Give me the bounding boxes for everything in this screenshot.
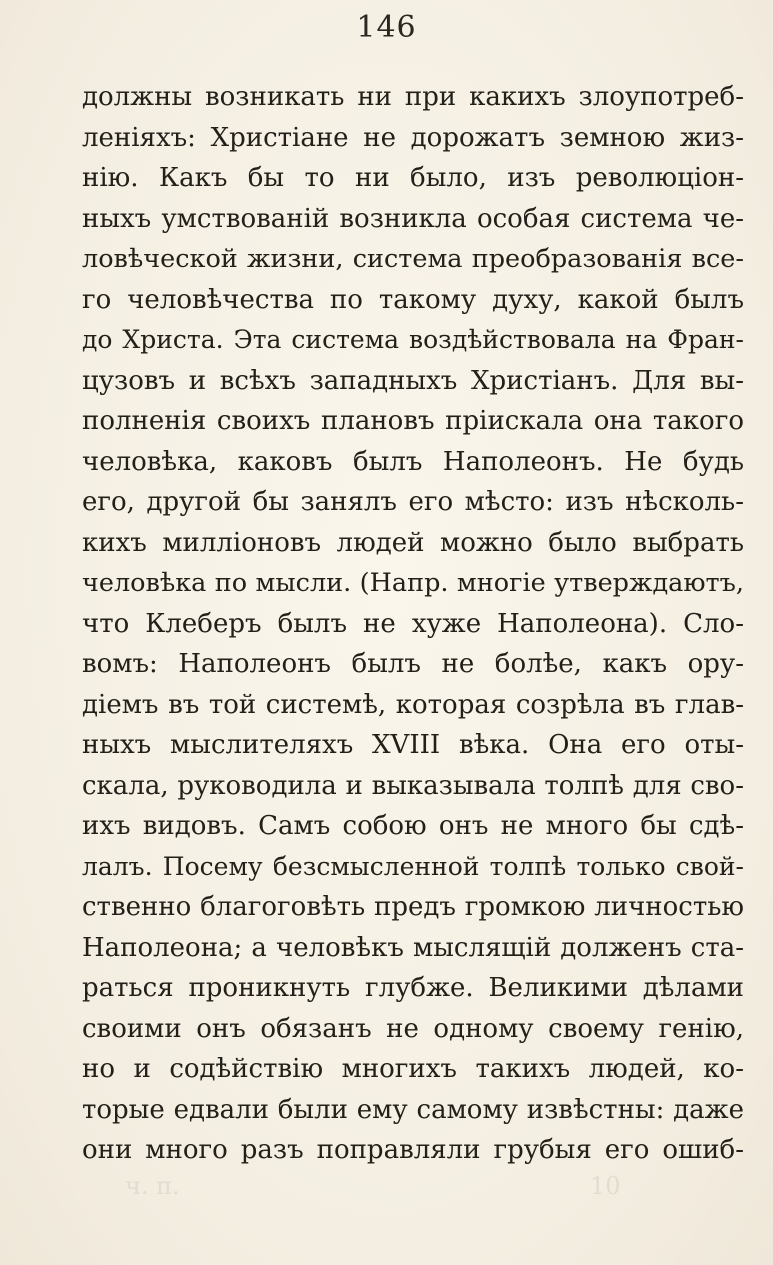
text-line: Наполеона; а человѣкъ мыслящій долженъ ста- xyxy=(82,932,744,963)
text-line: человѣка по мысли. (Напр. многіе утверждаютъ, xyxy=(82,568,744,598)
bleed-through-number: 10 xyxy=(590,1172,621,1200)
text-line: леніяхъ: Христіане не дорожатъ земною жиз- xyxy=(82,122,744,153)
page-number: 146 xyxy=(356,10,417,45)
text-line: должны возникать ни при какихъ злоупотреб- xyxy=(82,82,744,112)
text-line: торые едвали были ему самому извѣстны: даже xyxy=(82,1094,744,1125)
text-line: его, другой бы занялъ его мѣсто: изъ нѣсколь- xyxy=(82,487,744,517)
text-line: ныхъ умствованій возникла особая система че- xyxy=(82,203,744,234)
text-line: своими онъ обязанъ не одному своему генію, xyxy=(82,1013,744,1044)
text-line: вомъ: Наполеонъ былъ не болѣе, какъ ору- xyxy=(82,649,744,679)
text-line: скала, руководила и выказывала толпѣ для сво- xyxy=(82,770,744,801)
text-line: нію. Какъ бы то ни было, изъ революціон- xyxy=(82,163,744,193)
bleed-through-text xyxy=(0,1172,773,1212)
text-line: полненія своихъ плановъ пріискала она такого xyxy=(82,406,744,436)
text-line: кихъ милліоновъ людей можно было выбрать xyxy=(82,527,744,558)
text-line: они много разъ поправляли грубыя его ошиб- xyxy=(82,1135,744,1165)
text-line: цузовъ и всѣхъ западныхъ Христіанъ. Для вы- xyxy=(82,365,744,396)
text-line: человѣка, каковъ былъ Наполеонъ. Не будь xyxy=(82,446,744,477)
bleed-through-signature: ч. п. xyxy=(125,1172,180,1200)
body-text xyxy=(82,77,744,1171)
text-line: діемъ въ той системѣ, которая созрѣла въ глав- xyxy=(82,689,744,720)
text-line: но и содѣйствію многихъ такихъ людей, ко- xyxy=(82,1054,744,1084)
text-line: ныхъ мыслителяхъ XVIII вѣка. Она его оты- xyxy=(82,730,744,760)
text-line: лалъ. Посему безсмысленной толпѣ только свой- xyxy=(82,851,744,881)
text-line: го человѣчества по такому духу, какой былъ xyxy=(82,284,744,315)
text-line: до Христа. Эта система воздѣйствовала на Фран- xyxy=(82,325,744,354)
text-line: ственно благоговѣть предъ громкою личностью xyxy=(82,892,744,922)
text-line: ловѣческой жизни, система преобразованія все- xyxy=(82,244,744,274)
text-line: раться проникнуть глубже. Великими дѣлами xyxy=(82,973,744,1003)
text-line: что Клеберъ былъ не хуже Наполеона). Сло- xyxy=(82,608,744,639)
text-line: ихъ видовъ. Самъ собою онъ не много бы сдѣ- xyxy=(82,811,744,841)
